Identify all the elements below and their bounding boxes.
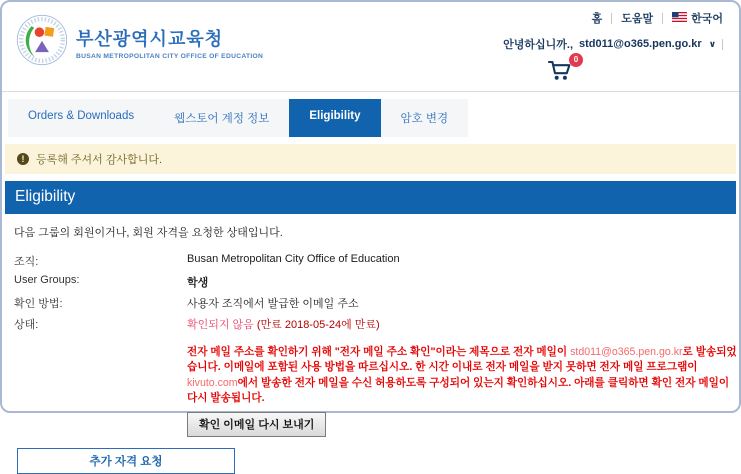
status-unverified-text: 확인되지 않음 <box>187 319 254 331</box>
cart-row <box>503 55 723 86</box>
detail-value: 사용자 조직에서 발급한 이메일 주소 <box>187 298 359 310</box>
org-logo-text <box>76 25 263 60</box>
detail-row-verification-method <box>14 295 727 311</box>
org-name: 부산광역시교육청 <box>76 29 224 49</box>
notice-text: 등록해 주셔서 감사합니다. <box>36 154 163 166</box>
org-name-en: BUSAN METROPOLITAN CITY OFFICE OF EDUCATION <box>76 53 264 60</box>
warning-text: 전자 메일 주소를 확인하기 위해 "전자 메일 주소 확인"이라는 제목으로 전자 메일이 <box>187 346 571 358</box>
divider <box>662 13 663 24</box>
intro-text: 다음 그룹의 회원이거나, 회원 자격을 요청한 상태입니다. <box>14 227 283 239</box>
detail-label: User Groups: <box>14 274 80 286</box>
page-title-bar <box>5 181 736 214</box>
greeting-text: 안녕하십니까., <box>503 39 574 51</box>
language-selector[interactable] <box>672 10 723 26</box>
detail-row-status <box>14 316 727 332</box>
help-link[interactable]: 도움말 <box>621 13 654 25</box>
divider <box>611 13 612 24</box>
account-menu[interactable] <box>579 38 716 50</box>
warning-text: 로 발송되었습니다. 이메일에 포함된 사용 방법을 따르십시오. 한 시간 이내로 전자 메일을 받지 못하면 전자 메일 프로그램이 <box>187 346 737 374</box>
detail-label: 조직: <box>14 256 39 268</box>
verification-warning <box>187 345 739 406</box>
warning-email: std011@o365.pen.go.kr <box>570 346 683 358</box>
top-links <box>503 10 723 26</box>
info-icon <box>17 153 29 165</box>
org-emblem-icon <box>16 14 68 71</box>
detail-row-user-groups <box>14 274 727 290</box>
resend-verification-email-button[interactable]: 확인 이메일 다시 보내기 <box>187 412 326 437</box>
page-title: Eligibility <box>15 188 76 205</box>
warning-domain: kivuto.com <box>187 376 238 389</box>
eligibility-content <box>2 214 739 474</box>
user-email: std011@o365.pen.go.kr <box>579 38 702 50</box>
footer-actions <box>14 437 727 474</box>
language-label: 한국어 <box>691 13 723 25</box>
notice-banner <box>5 144 736 174</box>
site-header <box>2 2 739 92</box>
tab-eligibility[interactable]: Eligibility <box>289 99 380 137</box>
detail-label: 상태: <box>14 319 39 331</box>
cart-icon <box>548 68 573 85</box>
tab-orders-downloads[interactable]: Orders & Downloads <box>28 110 135 122</box>
greeting-row <box>503 36 723 52</box>
detail-value: Busan Metropolitan City Office of Education <box>187 253 400 265</box>
tab-webstore-account-info[interactable]: 웹스토어 계정 정보 <box>174 113 270 125</box>
cart-count-badge: 0 <box>569 53 583 67</box>
detail-value: 학생 <box>187 277 209 289</box>
account-tabs <box>8 99 468 137</box>
status-expiry-text: (만료 2018-05-24에 만료) <box>253 319 380 331</box>
request-additional-eligibility-button[interactable]: 추가 자격 요청 <box>17 448 235 474</box>
divider <box>722 39 723 50</box>
detail-label: 확인 방법: <box>14 298 63 310</box>
org-logo[interactable] <box>16 14 263 71</box>
chevron-down-icon: ∨ <box>708 39 716 49</box>
detail-row-organization <box>14 253 727 269</box>
warning-text: 에서 발송한 전자 메일을 수신 허용하도록 구성되어 있는지 확인하십시오. 아래를 클릭하면 확인 전자 메일이 다시 발송됩니다. <box>187 376 730 405</box>
us-flag-icon <box>672 12 687 25</box>
header-utility-area <box>503 10 723 86</box>
tab-change-password[interactable]: 암호 변경 <box>400 113 449 125</box>
home-link[interactable]: 홈 <box>591 13 603 25</box>
cart-button[interactable] <box>548 55 579 86</box>
detail-value <box>187 316 380 332</box>
